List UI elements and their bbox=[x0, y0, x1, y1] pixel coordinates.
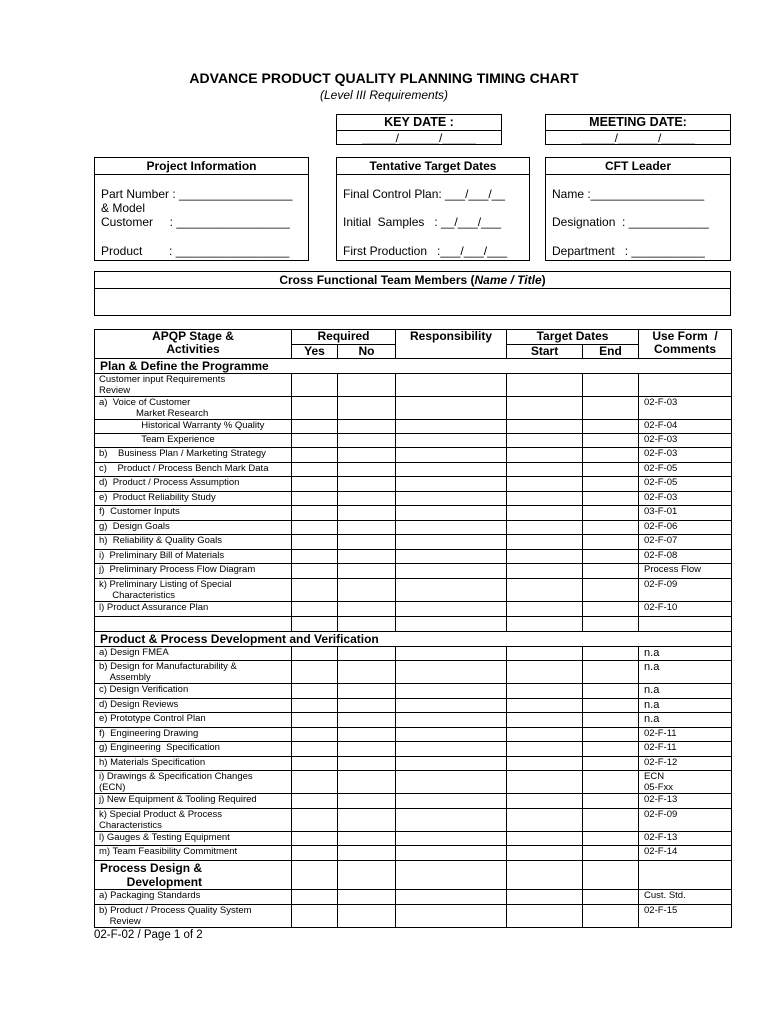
responsibility-cell[interactable] bbox=[396, 771, 507, 794]
required-yes-cell[interactable] bbox=[292, 742, 338, 757]
responsibility-cell[interactable] bbox=[396, 448, 507, 463]
use-form-cell: n.a bbox=[639, 647, 732, 661]
cft-department-field[interactable]: Department : ___________ bbox=[552, 244, 705, 258]
table-row bbox=[95, 506, 732, 521]
use-form-cell: ECN 05-Fxx bbox=[639, 771, 732, 794]
required-yes-cell[interactable] bbox=[292, 535, 338, 550]
activity-cell: e) Product Reliability Study bbox=[95, 492, 292, 506]
required-no-cell[interactable] bbox=[338, 661, 396, 684]
use-form-cell: 02-F-04 bbox=[639, 420, 732, 434]
required-yes-cell[interactable] bbox=[292, 684, 338, 699]
start-date-cell[interactable] bbox=[507, 434, 583, 448]
use-form-cell: 02-F-13 bbox=[639, 794, 732, 809]
required-yes-cell[interactable] bbox=[292, 521, 338, 535]
end-date-cell[interactable] bbox=[583, 771, 639, 794]
table-row bbox=[95, 434, 732, 448]
required-no-cell[interactable] bbox=[338, 602, 396, 617]
table-row bbox=[95, 890, 732, 905]
start-date-cell[interactable] bbox=[507, 661, 583, 684]
end-date-cell[interactable] bbox=[583, 535, 639, 550]
activity-cell: d) Product / Process Assumption bbox=[95, 477, 292, 492]
required-no-cell[interactable] bbox=[338, 521, 396, 535]
empty-cell[interactable] bbox=[507, 861, 583, 890]
start-date-cell[interactable] bbox=[507, 579, 583, 602]
end-date-cell[interactable] bbox=[583, 617, 639, 632]
end-date-cell[interactable] bbox=[583, 374, 639, 397]
required-yes-cell[interactable] bbox=[292, 374, 338, 397]
responsibility-cell[interactable] bbox=[396, 794, 507, 809]
header-start: Start bbox=[507, 345, 583, 359]
use-form-cell: 02-F-09 bbox=[639, 809, 732, 832]
use-form-cell: 02-F-03 bbox=[639, 448, 732, 463]
activity-cell: b) Product / Process Quality System Review bbox=[95, 905, 292, 928]
customer-field[interactable]: Customer : _________________ bbox=[101, 215, 290, 229]
use-form-cell: 02-F-11 bbox=[639, 728, 732, 742]
use-form-cell: 02-F-09 bbox=[639, 579, 732, 602]
table-row bbox=[95, 713, 732, 728]
project-information-box bbox=[94, 157, 309, 261]
start-date-cell[interactable] bbox=[507, 846, 583, 861]
meeting-date-value[interactable]: _____/______/_____ bbox=[581, 131, 695, 145]
start-date-cell[interactable] bbox=[507, 713, 583, 728]
table-row bbox=[95, 374, 732, 397]
activity-cell: l) Gauges & Testing Equipment bbox=[95, 832, 292, 846]
tentative-target-dates-box bbox=[336, 157, 530, 261]
tentative-target-dates-header: Tentative Target Dates bbox=[337, 158, 529, 175]
activity-cell: f) Engineering Drawing bbox=[95, 728, 292, 742]
activity-cell: i) Preliminary Bill of Materials bbox=[95, 550, 292, 564]
activity-cell: g) Design Goals bbox=[95, 521, 292, 535]
first-production-field[interactable]: First Production :___/___/___ bbox=[343, 244, 508, 258]
required-yes-cell[interactable] bbox=[292, 463, 338, 477]
table-row bbox=[95, 477, 732, 492]
end-date-cell[interactable] bbox=[583, 602, 639, 617]
end-date-cell[interactable] bbox=[583, 463, 639, 477]
responsibility-cell[interactable] bbox=[396, 890, 507, 905]
required-no-cell[interactable] bbox=[338, 713, 396, 728]
responsibility-cell[interactable] bbox=[396, 521, 507, 535]
table-row bbox=[95, 647, 732, 661]
end-date-cell[interactable] bbox=[583, 477, 639, 492]
responsibility-cell[interactable] bbox=[396, 832, 507, 846]
responsibility-cell[interactable] bbox=[396, 809, 507, 832]
end-date-cell[interactable] bbox=[583, 661, 639, 684]
responsibility-cell[interactable] bbox=[396, 506, 507, 521]
activity-cell: j) New Equipment & Tooling Required bbox=[95, 794, 292, 809]
required-yes-cell[interactable] bbox=[292, 832, 338, 846]
required-no-cell[interactable] bbox=[338, 477, 396, 492]
activity-cell: a) Design FMEA bbox=[95, 647, 292, 661]
start-date-cell[interactable] bbox=[507, 617, 583, 632]
required-yes-cell[interactable] bbox=[292, 617, 338, 632]
activity-cell: k) Special Product & Process Characteristics bbox=[95, 809, 292, 832]
responsibility-cell[interactable] bbox=[396, 374, 507, 397]
page-footer: 02-F-02 / Page 1 of 2 bbox=[94, 929, 203, 941]
header-responsibility: Responsibility bbox=[396, 330, 507, 359]
header-use-form: Use Form / Comments bbox=[639, 330, 732, 359]
use-form-cell: 02-F-05 bbox=[639, 463, 732, 477]
required-yes-cell[interactable] bbox=[292, 771, 338, 794]
required-yes-cell[interactable] bbox=[292, 550, 338, 564]
required-yes-cell[interactable] bbox=[292, 728, 338, 742]
table-row bbox=[95, 564, 732, 579]
end-date-cell[interactable] bbox=[583, 846, 639, 861]
required-no-cell[interactable] bbox=[338, 564, 396, 579]
end-date-cell[interactable] bbox=[583, 905, 639, 928]
header-no: No bbox=[338, 345, 396, 359]
start-date-cell[interactable] bbox=[507, 477, 583, 492]
start-date-cell[interactable] bbox=[507, 521, 583, 535]
responsibility-cell[interactable] bbox=[396, 535, 507, 550]
required-no-cell[interactable] bbox=[338, 699, 396, 713]
header-target-dates: Target Dates bbox=[507, 330, 639, 345]
activity-cell: j) Preliminary Process Flow Diagram bbox=[95, 564, 292, 579]
end-date-cell[interactable] bbox=[583, 492, 639, 506]
responsibility-cell[interactable] bbox=[396, 564, 507, 579]
use-form-cell: 02-F-05 bbox=[639, 477, 732, 492]
start-date-cell[interactable] bbox=[507, 448, 583, 463]
required-no-cell[interactable] bbox=[338, 794, 396, 809]
table-row bbox=[95, 809, 732, 832]
activity-cell: d) Design Reviews bbox=[95, 699, 292, 713]
end-date-cell[interactable] bbox=[583, 684, 639, 699]
start-date-cell[interactable] bbox=[507, 602, 583, 617]
use-form-cell: 02-F-15 bbox=[639, 905, 732, 928]
start-date-cell[interactable] bbox=[507, 647, 583, 661]
required-no-cell[interactable] bbox=[338, 742, 396, 757]
responsibility-cell[interactable] bbox=[396, 757, 507, 771]
empty-cell[interactable] bbox=[396, 861, 507, 890]
end-date-cell[interactable] bbox=[583, 809, 639, 832]
cft-designation-field[interactable]: Designation : ____________ bbox=[552, 215, 709, 229]
responsibility-cell[interactable] bbox=[396, 728, 507, 742]
use-form-cell: 02-F-14 bbox=[639, 846, 732, 861]
start-date-cell[interactable] bbox=[507, 506, 583, 521]
start-date-cell[interactable] bbox=[507, 492, 583, 506]
required-no-cell[interactable] bbox=[338, 617, 396, 632]
required-no-cell[interactable] bbox=[338, 397, 396, 420]
start-date-cell[interactable] bbox=[507, 832, 583, 846]
product-field[interactable]: Product : _________________ bbox=[101, 244, 290, 258]
required-yes-cell[interactable] bbox=[292, 890, 338, 905]
end-date-cell[interactable] bbox=[583, 434, 639, 448]
required-yes-cell[interactable] bbox=[292, 699, 338, 713]
end-date-cell[interactable] bbox=[583, 757, 639, 771]
table-row bbox=[95, 832, 732, 846]
start-date-cell[interactable] bbox=[507, 742, 583, 757]
responsibility-cell[interactable] bbox=[396, 579, 507, 602]
responsibility-cell[interactable] bbox=[396, 434, 507, 448]
use-form-cell: n.a bbox=[639, 699, 732, 713]
use-form-cell: 02-F-12 bbox=[639, 757, 732, 771]
use-form-cell: 02-F-10 bbox=[639, 602, 732, 617]
responsibility-cell[interactable] bbox=[396, 742, 507, 757]
table-row bbox=[95, 846, 732, 861]
table-row bbox=[95, 397, 732, 420]
empty-cell[interactable] bbox=[338, 861, 396, 890]
responsibility-cell[interactable] bbox=[396, 420, 507, 434]
required-yes-cell[interactable] bbox=[292, 492, 338, 506]
start-date-cell[interactable] bbox=[507, 699, 583, 713]
final-control-plan-field[interactable]: Final Control Plan: ___/___/__ bbox=[343, 187, 506, 201]
header-required: Required bbox=[292, 330, 396, 345]
use-form-cell: 02-F-07 bbox=[639, 535, 732, 550]
start-date-cell[interactable] bbox=[507, 463, 583, 477]
use-form-cell: Cust. Std. bbox=[639, 890, 732, 905]
cft-leader-header: CFT Leader bbox=[546, 158, 730, 175]
use-form-cell: 03-F-01 bbox=[639, 506, 732, 521]
start-date-cell[interactable] bbox=[507, 905, 583, 928]
table-row bbox=[95, 602, 732, 617]
cft-members-italic: Name / Title bbox=[474, 273, 542, 287]
end-date-cell[interactable] bbox=[583, 579, 639, 602]
start-date-cell[interactable] bbox=[507, 794, 583, 809]
required-no-cell[interactable] bbox=[338, 463, 396, 477]
end-date-cell[interactable] bbox=[583, 397, 639, 420]
table-row bbox=[95, 617, 732, 632]
end-date-cell[interactable] bbox=[583, 728, 639, 742]
start-date-cell[interactable] bbox=[507, 890, 583, 905]
required-yes-cell[interactable] bbox=[292, 602, 338, 617]
required-yes-cell[interactable] bbox=[292, 397, 338, 420]
section-plan-define: Plan & Define the Programme bbox=[95, 359, 732, 374]
activity-cell: Customer input Requirements Review bbox=[95, 374, 292, 397]
empty-cell[interactable] bbox=[639, 861, 732, 890]
document-title: ADVANCE PRODUCT QUALITY PLANNING TIMING CHART bbox=[189, 70, 579, 86]
required-no-cell[interactable] bbox=[338, 809, 396, 832]
responsibility-cell[interactable] bbox=[396, 492, 507, 506]
end-date-cell[interactable] bbox=[583, 699, 639, 713]
activity-cell: a) Voice of Customer Market Research bbox=[95, 397, 292, 420]
required-yes-cell[interactable] bbox=[292, 713, 338, 728]
cft-members-prefix: Cross Functional Team Members ( bbox=[279, 273, 475, 287]
required-yes-cell[interactable] bbox=[292, 506, 338, 521]
end-date-cell[interactable] bbox=[583, 713, 639, 728]
table-row bbox=[95, 448, 732, 463]
required-no-cell[interactable] bbox=[338, 448, 396, 463]
activity-cell: e) Prototype Control Plan bbox=[95, 713, 292, 728]
start-date-cell[interactable] bbox=[507, 757, 583, 771]
activity-cell: c) Design Verification bbox=[95, 684, 292, 699]
start-date-cell[interactable] bbox=[507, 684, 583, 699]
responsibility-cell[interactable] bbox=[396, 463, 507, 477]
end-date-cell[interactable] bbox=[583, 506, 639, 521]
use-form-cell: 02-F-13 bbox=[639, 832, 732, 846]
activity-cell: b) Business Plan / Marketing Strategy bbox=[95, 448, 292, 463]
table-row bbox=[95, 463, 732, 477]
end-date-cell[interactable] bbox=[583, 647, 639, 661]
use-form-cell: n.a bbox=[639, 684, 732, 699]
table-row bbox=[95, 550, 732, 564]
table-row bbox=[95, 579, 732, 602]
required-no-cell[interactable] bbox=[338, 420, 396, 434]
required-no-cell[interactable] bbox=[338, 728, 396, 742]
activity-cell: b) Design for Manufacturability & Assembly bbox=[95, 661, 292, 684]
use-form-cell: 02-F-03 bbox=[639, 492, 732, 506]
activity-cell: l) Product Assurance Plan bbox=[95, 602, 292, 617]
required-yes-cell[interactable] bbox=[292, 794, 338, 809]
activity-cell: Historical Warranty % Quality bbox=[95, 420, 292, 434]
required-yes-cell[interactable] bbox=[292, 809, 338, 832]
activity-cell: c) Product / Process Bench Mark Data bbox=[95, 463, 292, 477]
start-date-cell[interactable] bbox=[507, 397, 583, 420]
table-row bbox=[95, 757, 732, 771]
cft-leader-box bbox=[545, 157, 731, 261]
end-date-cell[interactable] bbox=[583, 521, 639, 535]
start-date-cell[interactable] bbox=[507, 550, 583, 564]
use-form-cell: 02-F-06 bbox=[639, 521, 732, 535]
table-row bbox=[95, 420, 732, 434]
use-form-cell bbox=[639, 374, 732, 397]
required-yes-cell[interactable] bbox=[292, 448, 338, 463]
start-date-cell[interactable] bbox=[507, 420, 583, 434]
required-yes-cell[interactable] bbox=[292, 477, 338, 492]
activity-cell: k) Preliminary Listing of Special Characteristics bbox=[95, 579, 292, 602]
required-yes-cell[interactable] bbox=[292, 579, 338, 602]
model-label: & Model bbox=[101, 201, 146, 215]
required-yes-cell[interactable] bbox=[292, 905, 338, 928]
required-yes-cell[interactable] bbox=[292, 564, 338, 579]
responsibility-cell[interactable] bbox=[396, 846, 507, 861]
end-date-cell[interactable] bbox=[583, 890, 639, 905]
table-row bbox=[95, 742, 732, 757]
table-row bbox=[95, 535, 732, 550]
cft-name-field[interactable]: Name :_________________ bbox=[552, 187, 705, 201]
start-date-cell[interactable] bbox=[507, 728, 583, 742]
end-date-cell[interactable] bbox=[583, 550, 639, 564]
cross-functional-team-box bbox=[94, 271, 731, 316]
table-row bbox=[95, 661, 732, 684]
responsibility-cell[interactable] bbox=[396, 713, 507, 728]
responsibility-cell[interactable] bbox=[396, 661, 507, 684]
meeting-date-box bbox=[545, 114, 731, 145]
apqp-timing-table bbox=[94, 329, 732, 928]
activity-cell: Team Experience bbox=[95, 434, 292, 448]
required-yes-cell[interactable] bbox=[292, 420, 338, 434]
end-date-cell[interactable] bbox=[583, 420, 639, 434]
required-no-cell[interactable] bbox=[338, 890, 396, 905]
end-date-cell[interactable] bbox=[583, 448, 639, 463]
table-row bbox=[95, 728, 732, 742]
cft-members-suffix: ) bbox=[541, 273, 546, 287]
activity-cell: m) Team Feasibility Commitment bbox=[95, 846, 292, 861]
empty-cell[interactable] bbox=[583, 861, 639, 890]
table-row bbox=[95, 492, 732, 506]
header-stage: APQP Stage & Activities bbox=[95, 330, 292, 359]
table-row bbox=[95, 684, 732, 699]
responsibility-cell[interactable] bbox=[396, 905, 507, 928]
required-yes-cell[interactable] bbox=[292, 757, 338, 771]
use-form-cell: Process Flow bbox=[639, 564, 732, 579]
required-no-cell[interactable] bbox=[338, 832, 396, 846]
required-yes-cell[interactable] bbox=[292, 846, 338, 861]
required-no-cell[interactable] bbox=[338, 374, 396, 397]
end-date-cell[interactable] bbox=[583, 742, 639, 757]
required-no-cell[interactable] bbox=[338, 846, 396, 861]
required-no-cell[interactable] bbox=[338, 684, 396, 699]
activity-cell: h) Reliability & Quality Goals bbox=[95, 535, 292, 550]
required-no-cell[interactable] bbox=[338, 506, 396, 521]
responsibility-cell[interactable] bbox=[396, 397, 507, 420]
activity-cell: g) Engineering Specification bbox=[95, 742, 292, 757]
key-date-value[interactable]: _____/______/_____ bbox=[362, 131, 476, 145]
empty-cell[interactable] bbox=[292, 861, 338, 890]
use-form-cell: n.a bbox=[639, 661, 732, 684]
use-form-cell bbox=[639, 617, 732, 632]
required-yes-cell[interactable] bbox=[292, 647, 338, 661]
table-row bbox=[95, 794, 732, 809]
header-end: End bbox=[583, 345, 639, 359]
responsibility-cell[interactable] bbox=[396, 699, 507, 713]
activity-cell: f) Customer Inputs bbox=[95, 506, 292, 521]
use-form-cell: 02-F-03 bbox=[639, 397, 732, 420]
use-form-cell: 02-F-08 bbox=[639, 550, 732, 564]
start-date-cell[interactable] bbox=[507, 809, 583, 832]
required-no-cell[interactable] bbox=[338, 550, 396, 564]
responsibility-cell[interactable] bbox=[396, 617, 507, 632]
cross-functional-team-entry[interactable] bbox=[95, 289, 730, 317]
required-no-cell[interactable] bbox=[338, 757, 396, 771]
required-no-cell[interactable] bbox=[338, 647, 396, 661]
required-no-cell[interactable] bbox=[338, 905, 396, 928]
responsibility-cell[interactable] bbox=[396, 602, 507, 617]
activity-cell: h) Materials Specification bbox=[95, 757, 292, 771]
end-date-cell[interactable] bbox=[583, 564, 639, 579]
document-subtitle: (Level III Requirements) bbox=[319, 88, 449, 102]
required-no-cell[interactable] bbox=[338, 771, 396, 794]
activity-cell: a) Packaging Standards bbox=[95, 890, 292, 905]
project-information-header: Project Information bbox=[95, 158, 308, 175]
activity-cell: i) Drawings & Specification Changes (ECN) bbox=[95, 771, 292, 794]
responsibility-cell[interactable] bbox=[396, 477, 507, 492]
section-product-process-development: Product & Process Development and Verification bbox=[95, 632, 732, 647]
header-yes: Yes bbox=[292, 345, 338, 359]
start-date-cell[interactable] bbox=[507, 771, 583, 794]
required-no-cell[interactable] bbox=[338, 535, 396, 550]
required-yes-cell[interactable] bbox=[292, 661, 338, 684]
use-form-cell: 02-F-03 bbox=[639, 434, 732, 448]
meeting-date-label: MEETING DATE: bbox=[546, 115, 730, 131]
required-no-cell[interactable] bbox=[338, 492, 396, 506]
table-row bbox=[95, 699, 732, 713]
section-process-design: Process Design & Development bbox=[95, 861, 292, 890]
table-row bbox=[95, 771, 732, 794]
key-date-label: KEY DATE : bbox=[337, 115, 501, 131]
required-no-cell[interactable] bbox=[338, 434, 396, 448]
end-date-cell[interactable] bbox=[583, 794, 639, 809]
key-date-box bbox=[336, 114, 502, 145]
responsibility-cell[interactable] bbox=[396, 684, 507, 699]
start-date-cell[interactable] bbox=[507, 564, 583, 579]
activity-cell bbox=[95, 617, 292, 632]
responsibility-cell[interactable] bbox=[396, 550, 507, 564]
use-form-cell: n.a bbox=[639, 713, 732, 728]
required-yes-cell[interactable] bbox=[292, 434, 338, 448]
responsibility-cell[interactable] bbox=[396, 647, 507, 661]
part-number-field[interactable]: Part Number : _________________ bbox=[101, 187, 293, 201]
start-date-cell[interactable] bbox=[507, 535, 583, 550]
start-date-cell[interactable] bbox=[507, 374, 583, 397]
table-row bbox=[95, 521, 732, 535]
required-no-cell[interactable] bbox=[338, 579, 396, 602]
end-date-cell[interactable] bbox=[583, 832, 639, 846]
use-form-cell: 02-F-11 bbox=[639, 742, 732, 757]
initial-samples-field[interactable]: Initial Samples : __/___/___ bbox=[343, 215, 502, 229]
cross-functional-team-header bbox=[95, 272, 730, 289]
table-row bbox=[95, 905, 732, 928]
